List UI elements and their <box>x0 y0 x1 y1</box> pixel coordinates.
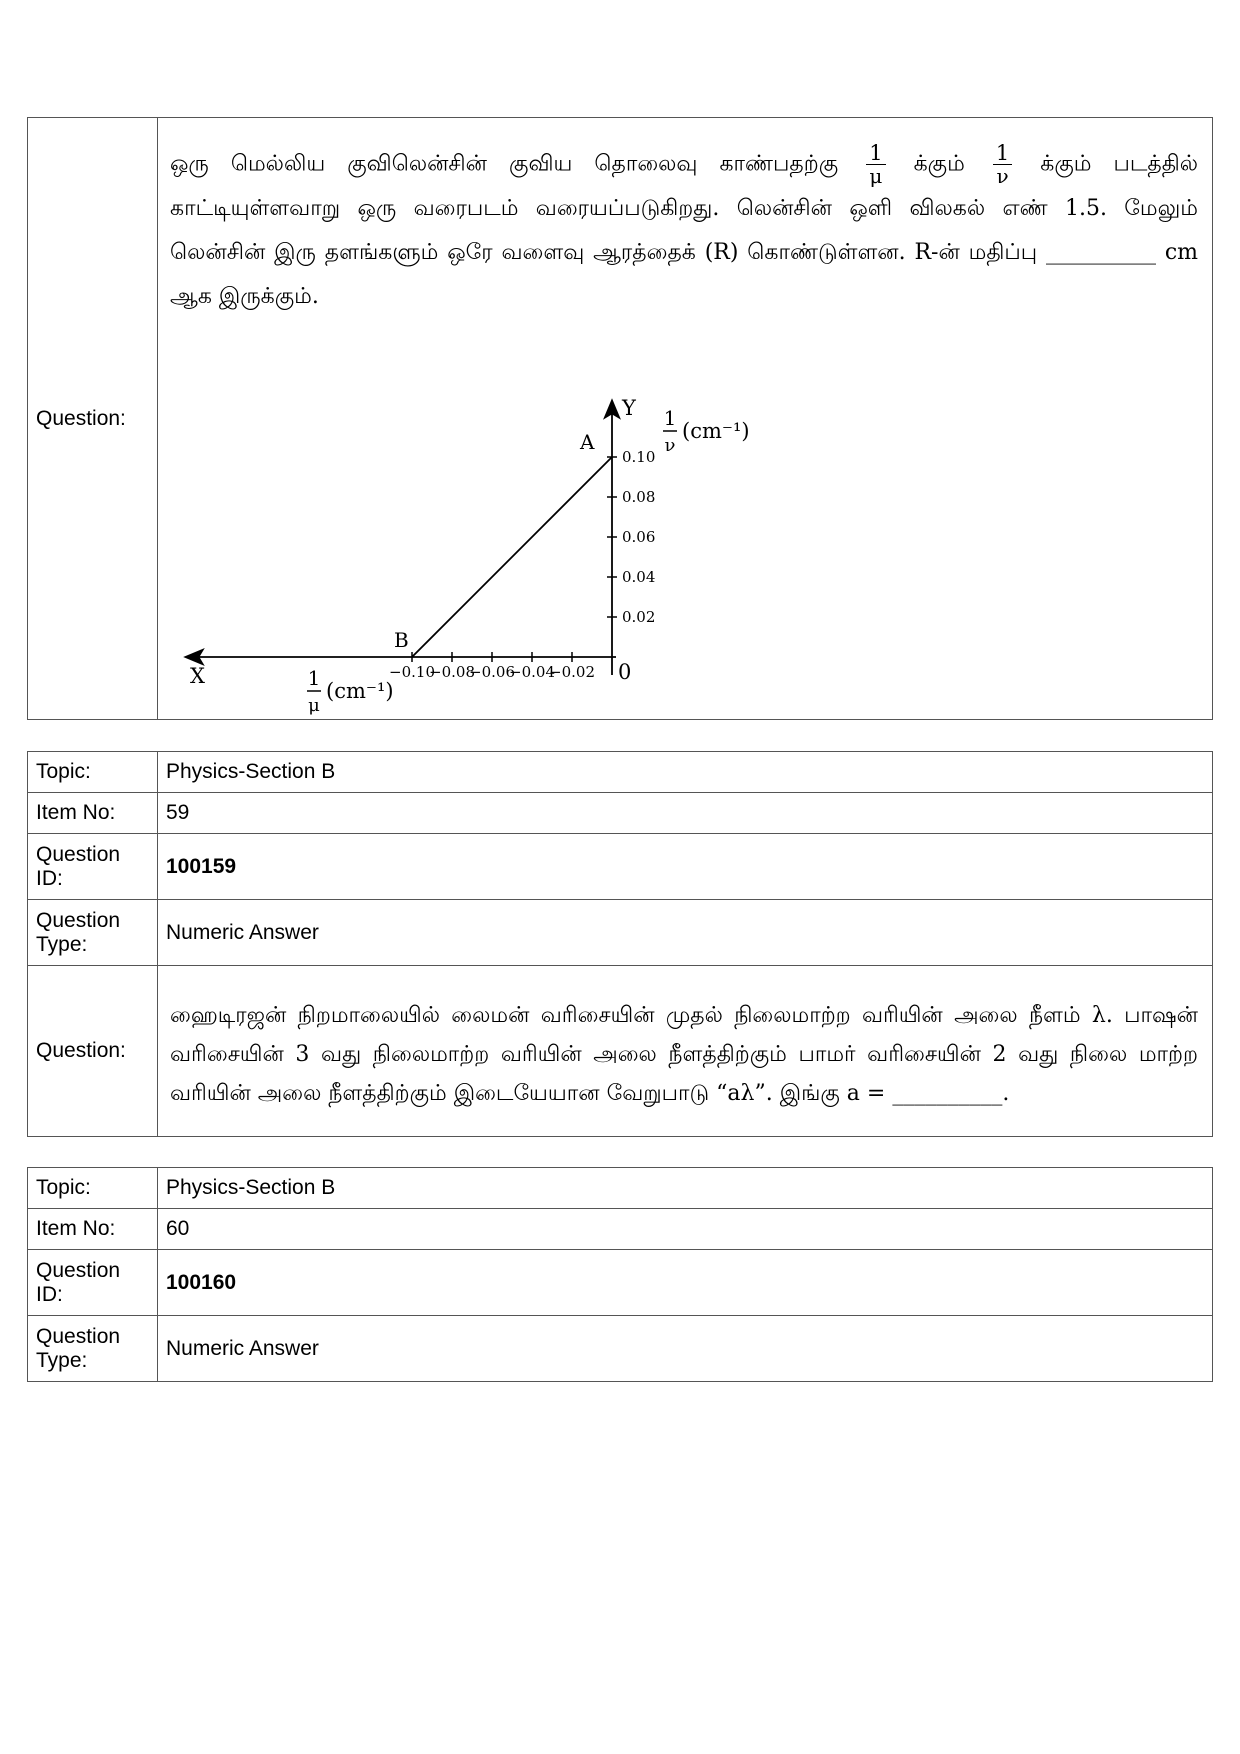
y-tick-label: 0.04 <box>622 568 656 586</box>
y-label-denominator: ν <box>664 435 676 456</box>
question-type-value: Numeric Answer <box>158 900 1213 966</box>
origin-label: 0 <box>618 660 632 684</box>
q59-text-part2: க்கும் <box>913 151 965 177</box>
item-no-label: Item No: <box>28 1209 158 1250</box>
x-tick-label: −0.02 <box>549 663 595 681</box>
x-tick-label: −0.08 <box>429 663 475 681</box>
question-59-table <box>27 117 1213 720</box>
graph-container <box>166 319 1204 716</box>
lens-graph <box>166 319 1226 716</box>
y-tick-label: 0.06 <box>622 528 656 546</box>
question-type-value: Numeric Answer <box>158 1316 1213 1382</box>
frac-numerator: 1 <box>866 142 885 165</box>
x-tick-label: −0.06 <box>469 663 515 681</box>
y-label-unit: (cm⁻¹) <box>682 419 750 443</box>
y-axis-label <box>663 406 750 456</box>
question-60-text: ஹைடிரஜன் நிறமாலையில் லைமன் வரிசையின் முதல் நிலைமாற்ற வரியின் அலை நீளம் λ. பாஷன் வரிசையின் 3 வது நிலைமாற்ற வரியின் அலை நீளத்திற்கும் பாமர் வரிசையின் 2 வது நிலை மாற்ற வரியின் அலை நீளத்திற்கும் இடையேயான வேறுபாடு “aλ”. இங்கு a = __________. <box>170 1002 1198 1106</box>
fraction-1-over-nu <box>993 142 1012 187</box>
x-label-denominator: μ <box>308 695 320 716</box>
question-59-text <box>166 138 1204 319</box>
y-tick-label: 0.02 <box>622 608 656 626</box>
question-59-content <box>158 118 1213 720</box>
frac-denominator: ν <box>996 164 1009 188</box>
topic-label: Topic: <box>28 1168 158 1209</box>
topic-value: Physics-Section B <box>158 1168 1213 1209</box>
x-tick-label: −0.04 <box>509 663 555 681</box>
y-tick-label: 0.08 <box>622 488 656 506</box>
item-no-value: 60 <box>158 1209 1213 1250</box>
item-no-label: Item No: <box>28 793 158 834</box>
item-no-value: 59 <box>158 793 1213 834</box>
question-id-value: 100159 <box>158 834 1213 900</box>
frac-numerator: 1 <box>993 142 1012 165</box>
line-ab <box>412 457 612 657</box>
x-axis-name: X <box>190 664 205 688</box>
topic-label: Topic: <box>28 752 158 793</box>
y-axis-name: Y <box>622 396 636 420</box>
y-tick-label: 0.10 <box>622 448 656 466</box>
x-label-numerator: 1 <box>307 666 321 690</box>
point-label-a: A <box>580 430 595 454</box>
x-label-unit: (cm⁻¹) <box>326 679 394 703</box>
question-60-meta-table <box>27 1167 1213 1382</box>
question-type-label: Question Type: <box>28 900 158 966</box>
question-id-value: 100160 <box>158 1250 1213 1316</box>
question-label: Question: <box>28 966 158 1137</box>
fraction-1-over-mu <box>866 142 885 187</box>
frac-denominator: μ <box>869 164 883 188</box>
x-tick-label: −0.10 <box>389 663 435 681</box>
question-type-label: Question Type: <box>28 1316 158 1382</box>
question-id-label: Question ID: <box>28 834 158 900</box>
q59-text-part3: க்கும் படத்தில் காட்டியுள்ளவாறு ஒரு வரைபடம் வரையப்படுகிறது. லென்சின் ஒளி விலகல் எண் 1.5. மேலும் லென்சின் இரு தளங்களும் ஒரே வளைவு ஆரத்தைக் (R) கொண்டுள்ளன. R-ன் மதிப்பு __________ cm ஆக இருக்கும். <box>170 151 1199 309</box>
question-id-label: Question ID: <box>28 1250 158 1316</box>
question-60-content <box>158 966 1213 1137</box>
q59-text-part1: ஒரு மெல்லிய குவிலென்சின் குவிய தொலைவு காண்பதற்கு <box>170 151 839 177</box>
point-label-b: B <box>394 628 409 652</box>
x-axis-label <box>307 666 394 716</box>
question-label: Question: <box>28 118 158 720</box>
question-59-meta-table <box>27 751 1213 1137</box>
topic-value: Physics-Section B <box>158 752 1213 793</box>
y-label-numerator: 1 <box>663 406 677 430</box>
